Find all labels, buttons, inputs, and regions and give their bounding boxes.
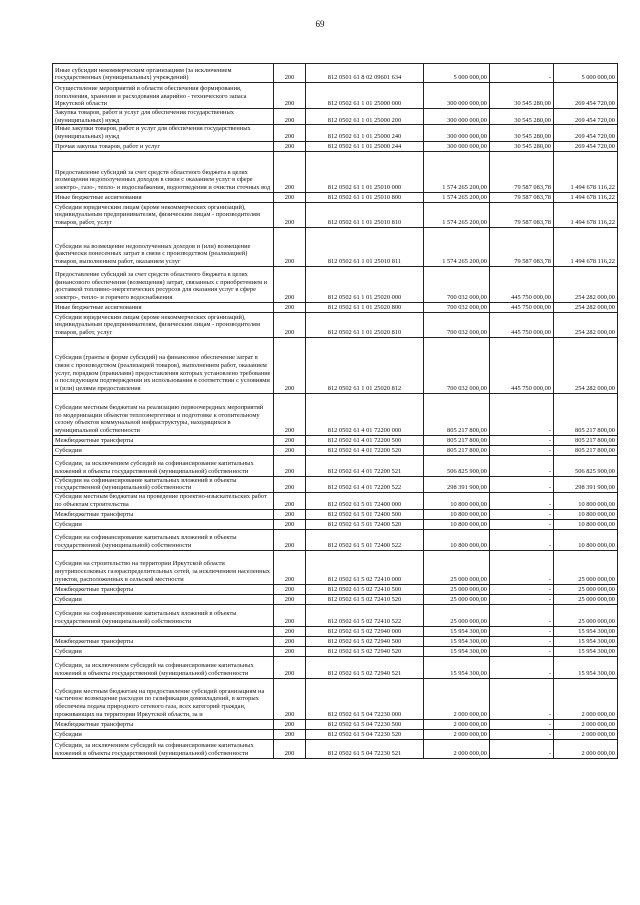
row-code: 812 0502 61 4 01 72200 000 (306, 393, 424, 435)
row-amount-b: - (490, 678, 554, 719)
row-amount-c: 805 217 800,00 (554, 435, 618, 445)
row-amount-c: 5 000 000,00 (554, 64, 618, 83)
row-code: 812 0502 61 5 01 72400 500 (306, 509, 424, 519)
row-amount-b: 30 545 280,00 (490, 125, 554, 141)
row-code: 812 0502 61 5 01 72400 000 (306, 493, 424, 509)
table-row (53, 584, 618, 594)
row-code: 812 0502 61 1 01 25020 000 (306, 266, 424, 302)
row-ved: 200 (274, 393, 306, 435)
row-name: Субсидии юридическим лицам (кроме некоммерческих организаций), индивидуальным предпринимателям, физическим лицам - производителям товаров, работ, услуг (53, 202, 274, 227)
row-amount-c: 25 000 000,00 (554, 604, 618, 626)
row-code: 812 0502 61 5 02 72410 520 (306, 594, 424, 604)
row-code: 812 0502 61 5 02 72940 500 (306, 636, 424, 646)
row-amount-c: 15 954 300,00 (554, 656, 618, 678)
row-ved: 200 (274, 604, 306, 626)
row-code: 812 0502 61 1 01 25020 812 (306, 337, 424, 393)
table-row (53, 493, 618, 509)
row-amount-b: - (490, 626, 554, 636)
row-amount-c: 10 800 000,00 (554, 509, 618, 519)
row-code: 812 0502 61 5 04 72230 521 (306, 739, 424, 758)
row-amount-b: - (490, 739, 554, 758)
row-amount-b: - (490, 604, 554, 626)
row-amount-c: 25 000 000,00 (554, 550, 618, 584)
row-amount-c: 506 825 900,00 (554, 455, 618, 476)
row-ved: 200 (274, 141, 306, 151)
row-amount-a: 15 954 300,00 (424, 626, 490, 636)
row-ved: 200 (274, 739, 306, 758)
row-ved: 200 (274, 476, 306, 492)
row-amount-c: 25 000 000,00 (554, 584, 618, 594)
table-row (53, 141, 618, 151)
row-code: 812 0501 61 8 02 09601 634 (306, 64, 424, 83)
row-name: Субсидии (53, 646, 274, 656)
row-amount-b: 30 545 280,00 (490, 141, 554, 151)
row-amount-c: 254 282 000,00 (554, 337, 618, 393)
row-amount-a: 1 574 265 200,00 (424, 151, 490, 192)
row-amount-b: - (490, 636, 554, 646)
row-amount-b: 30 545 280,00 (490, 109, 554, 125)
row-code: 812 0502 61 5 01 72400 522 (306, 529, 424, 550)
row-amount-b: - (490, 476, 554, 492)
row-amount-c: 2 000 000,00 (554, 739, 618, 758)
row-name: Субсидии, за исключением субсидий на софинансирование капитальных вложений в объекты государственной (муниципальной) собственности (53, 656, 274, 678)
table-row (53, 529, 618, 550)
row-amount-c: 2 000 000,00 (554, 678, 618, 719)
table-row (53, 393, 618, 435)
row-name: Межбюджетные трансферты (53, 719, 274, 729)
row-amount-b: - (490, 393, 554, 435)
row-amount-b: - (490, 646, 554, 656)
table-row (53, 656, 618, 678)
row-amount-a: 300 000 000,00 (424, 83, 490, 109)
row-code: 812 0502 61 5 04 72230 520 (306, 729, 424, 739)
row-ved: 200 (274, 594, 306, 604)
row-amount-b: - (490, 64, 554, 83)
row-name: Субсидии на софинансирование капитальных вложений в объекты государственной (муниципальной) собственности (53, 604, 274, 626)
row-amount-a: 10 800 000,00 (424, 529, 490, 550)
row-code: 812 0502 61 1 01 25000 240 (306, 125, 424, 141)
table-row (53, 435, 618, 445)
row-amount-b: 79 587 083,78 (490, 151, 554, 192)
row-code: 812 0502 61 1 01 25000 244 (306, 141, 424, 151)
table-row (53, 604, 618, 626)
row-amount-c: 269 454 720,00 (554, 125, 618, 141)
row-name: Субсидии, за исключением субсидий на софинансирование капитальных вложений в объекты государственной (муниципальной) собственности (53, 739, 274, 758)
row-name: Межбюджетные трансферты (53, 509, 274, 519)
row-ved: 200 (274, 636, 306, 646)
row-name: Субсидии на возмещение недополученных доходов и (или) возмещение фактически понесенных затрат в связи с производством (реализацией) товаров, выполнением работ, оказанием услуг (53, 227, 274, 266)
row-ved: 200 (274, 312, 306, 337)
row-ved: 200 (274, 227, 306, 266)
row-ved: 200 (274, 719, 306, 729)
row-ved: 200 (274, 435, 306, 445)
row-ved: 200 (274, 445, 306, 455)
row-amount-b: 445 750 000,00 (490, 337, 554, 393)
row-amount-b: - (490, 519, 554, 529)
row-name: Субсидии местным бюджетам на реализацию первоочередных мероприятий по модернизации объектов теплоэнергетики и подготовке к отопительному сезону объектов коммунальной инфраструктуры, находящихся в муниципальной собственности (53, 393, 274, 435)
row-amount-c: 2 000 000,00 (554, 729, 618, 739)
row-code: 812 0502 61 5 01 72400 520 (306, 519, 424, 529)
row-code: 812 0502 61 5 04 72230 500 (306, 719, 424, 729)
table-body (53, 64, 618, 759)
row-amount-b: - (490, 529, 554, 550)
row-amount-a: 300 000 000,00 (424, 109, 490, 125)
row-amount-c: 1 494 678 116,22 (554, 192, 618, 202)
row-ved: 200 (274, 302, 306, 312)
row-amount-c: 298 391 900,00 (554, 476, 618, 492)
row-name: Иные закупки товаров, работ и услуг для обеспечения государственных (муниципальных) нужд (53, 125, 274, 141)
table-row (53, 739, 618, 758)
row-amount-a: 2 000 000,00 (424, 719, 490, 729)
table-row (53, 509, 618, 519)
table-row (53, 109, 618, 125)
row-amount-a: 5 000 000,00 (424, 64, 490, 83)
table-row (53, 83, 618, 109)
row-code: 812 0502 61 5 02 72410 522 (306, 604, 424, 626)
row-name: Субсидии (53, 594, 274, 604)
row-amount-c: 10 800 000,00 (554, 519, 618, 529)
table-row (53, 719, 618, 729)
row-ved: 200 (274, 202, 306, 227)
row-amount-a: 2 000 000,00 (424, 729, 490, 739)
row-amount-c: 269 454 720,00 (554, 83, 618, 109)
row-amount-a: 25 000 000,00 (424, 594, 490, 604)
row-amount-a: 25 000 000,00 (424, 604, 490, 626)
table-row (53, 151, 618, 192)
row-amount-b: - (490, 435, 554, 445)
table-row (53, 455, 618, 476)
table-row (53, 64, 618, 83)
table-row (53, 445, 618, 455)
row-amount-a: 25 000 000,00 (424, 584, 490, 594)
row-amount-a: 805 217 800,00 (424, 393, 490, 435)
table-row (53, 302, 618, 312)
row-amount-a: 700 032 000,00 (424, 266, 490, 302)
row-ved: 200 (274, 109, 306, 125)
row-amount-a: 10 800 000,00 (424, 509, 490, 519)
row-amount-a: 1 574 265 200,00 (424, 202, 490, 227)
table-row (53, 202, 618, 227)
row-ved: 200 (274, 519, 306, 529)
row-code: 812 0502 61 1 01 25020 800 (306, 302, 424, 312)
row-name: Иные субсидии некоммерческим организациям (за исключением государственных (муниципальных) учреждений) (53, 64, 274, 83)
row-code: 812 0502 61 1 01 25000 200 (306, 109, 424, 125)
table-row (53, 729, 618, 739)
row-ved: 200 (274, 509, 306, 519)
row-amount-c: 15 954 300,00 (554, 646, 618, 656)
page-number: 69 (315, 19, 325, 29)
row-amount-c: 805 217 800,00 (554, 445, 618, 455)
row-amount-b: 79 587 083,78 (490, 192, 554, 202)
row-amount-a: 506 825 900,00 (424, 455, 490, 476)
row-code: 812 0502 61 1 01 25010 811 (306, 227, 424, 266)
row-code: 812 0502 61 5 02 72940 521 (306, 656, 424, 678)
row-amount-a: 805 217 800,00 (424, 445, 490, 455)
row-amount-a: 700 032 000,00 (424, 312, 490, 337)
row-amount-c: 254 282 000,00 (554, 266, 618, 302)
row-ved: 200 (274, 493, 306, 509)
row-ved: 200 (274, 83, 306, 109)
row-amount-a: 1 574 265 200,00 (424, 192, 490, 202)
row-code: 812 0502 61 4 01 72200 520 (306, 445, 424, 455)
row-name: Иные бюджетные ассигнования (53, 192, 274, 202)
row-ved: 200 (274, 337, 306, 393)
row-amount-c: 15 954 300,00 (554, 636, 618, 646)
row-name: Межбюджетные трансферты (53, 636, 274, 646)
row-ved: 200 (274, 656, 306, 678)
row-ved: 200 (274, 192, 306, 202)
table-row (53, 337, 618, 393)
row-amount-c: 805 217 800,00 (554, 393, 618, 435)
row-code: 812 0502 61 4 01 72200 521 (306, 455, 424, 476)
row-amount-c: 15 954 300,00 (554, 626, 618, 636)
table-row (53, 227, 618, 266)
row-name: Межбюджетные трансферты (53, 584, 274, 594)
row-name: Предоставление субсидий за счет средств областного бюджета в целях финансового обеспечения (возмещения) затрат, связанных с приобретением и доставкой топливно-энергетических ресурсов для оказания услуг в сфере электро-, тепло- и горячего водоснабжения (53, 266, 274, 302)
row-amount-b: - (490, 594, 554, 604)
row-amount-c: 269 454 720,00 (554, 141, 618, 151)
row-amount-a: 15 954 300,00 (424, 636, 490, 646)
table-row (53, 550, 618, 584)
row-ved: 200 (274, 584, 306, 594)
row-amount-b: 445 750 000,00 (490, 302, 554, 312)
table-row (53, 626, 618, 636)
row-amount-b: - (490, 445, 554, 455)
row-name: Субсидии (53, 729, 274, 739)
row-code: 812 0502 61 1 01 25010 800 (306, 192, 424, 202)
row-amount-b: 79 587 083,78 (490, 202, 554, 227)
row-code: 812 0502 61 1 01 25020 810 (306, 312, 424, 337)
row-name: Предоставление субсидий за счет средств областного бюджета в целях возмещения недополученных доходов в связи с оказанием услуг в сфере электро-, газо-, тепло- и водоснабжения, водоотведения и очистки сточных вод (53, 151, 274, 192)
row-code: 812 0502 61 5 02 72940 000 (306, 626, 424, 636)
row-amount-a: 300 000 000,00 (424, 141, 490, 151)
table-row (53, 678, 618, 719)
row-name: Прочая закупка товаров, работ и услуг (53, 141, 274, 151)
row-ved: 200 (274, 678, 306, 719)
row-amount-c: 1 494 678 116,22 (554, 151, 618, 192)
row-amount-a: 10 800 000,00 (424, 493, 490, 509)
table-row (53, 646, 618, 656)
row-amount-c: 254 282 000,00 (554, 312, 618, 337)
row-amount-a: 700 032 000,00 (424, 337, 490, 393)
row-amount-b: - (490, 509, 554, 519)
row-amount-c: 10 800 000,00 (554, 529, 618, 550)
row-amount-b: 79 587 083,78 (490, 227, 554, 266)
row-amount-b: - (490, 729, 554, 739)
row-amount-a: 15 954 300,00 (424, 646, 490, 656)
row-amount-a: 25 000 000,00 (424, 550, 490, 584)
table-row (53, 312, 618, 337)
row-name: Субсидии (гранты в форме субсидий) на финансовое обеспечение затрат в связи с производством (реализацией товаров), выполнением работ, оказанием услуг, порядком (правилами) предоставления которых установлено требование о последующем подтверждении их использования в соответствии с условиями и (или) целями предоставления (53, 337, 274, 393)
table-row (53, 125, 618, 141)
table-row (53, 266, 618, 302)
row-ved: 200 (274, 646, 306, 656)
row-name: Субсидии, за исключением субсидий на софинансирование капитальных вложений в объекты государственной (муниципальной) собственности (53, 455, 274, 476)
budget-table (52, 63, 618, 759)
row-ved: 200 (274, 729, 306, 739)
row-ved: 200 (274, 266, 306, 302)
row-name: Субсидии местным бюджетам на проведение проектно-изыскательских работ по объектам строительства (53, 493, 274, 509)
table-row (53, 192, 618, 202)
row-amount-a: 298 391 900,00 (424, 476, 490, 492)
row-amount-a: 2 000 000,00 (424, 739, 490, 758)
table-row (53, 594, 618, 604)
row-name: Субсидии на строительство на территории Иркутской области внутрипоселковых газораспределительных сетей, за исключением населенных пунктов, расположенных в сельской местности (53, 550, 274, 584)
row-ved: 200 (274, 529, 306, 550)
row-amount-b: - (490, 493, 554, 509)
row-amount-b: - (490, 656, 554, 678)
row-code: 812 0502 61 5 02 72410 000 (306, 550, 424, 584)
row-name: Субсидии на софинансирование капитальных вложений в объекты государственной (муниципальной) собственности (53, 529, 274, 550)
row-amount-b: - (490, 550, 554, 584)
row-amount-a: 15 954 300,00 (424, 656, 490, 678)
row-ved: 200 (274, 151, 306, 192)
row-code: 812 0502 61 1 01 25010 000 (306, 151, 424, 192)
row-ved: 200 (274, 125, 306, 141)
row-code: 812 0502 61 5 02 72940 520 (306, 646, 424, 656)
row-name: Субсидии местным бюджетам на предоставление субсидий организациям на частичное возмещение расходов по газификации домовладений, в которых обеспечена подача природного сетевого газа, всех категорий граждан, проживающих на территории Иркутской области, за и (53, 678, 274, 719)
row-amount-c: 254 282 000,00 (554, 302, 618, 312)
table-row (53, 636, 618, 646)
row-amount-b: 445 750 000,00 (490, 266, 554, 302)
row-code: 812 0502 61 4 01 72200 522 (306, 476, 424, 492)
row-amount-c: 1 494 678 116,22 (554, 227, 618, 266)
row-code: 812 0502 61 5 02 72410 500 (306, 584, 424, 594)
row-name: Субсидии (53, 519, 274, 529)
row-name: Субсидии на софинансирование капитальных вложений в объекты государственной (муниципальной) собственности (53, 476, 274, 492)
row-ved: 200 (274, 550, 306, 584)
row-amount-c: 1 494 678 116,22 (554, 202, 618, 227)
row-amount-b: - (490, 719, 554, 729)
row-amount-b: 445 750 000,00 (490, 312, 554, 337)
row-name (53, 626, 274, 636)
row-ved: 200 (274, 455, 306, 476)
table-row (53, 519, 618, 529)
row-amount-a: 700 032 000,00 (424, 302, 490, 312)
row-amount-a: 300 000 000,00 (424, 125, 490, 141)
row-ved: 200 (274, 626, 306, 636)
row-code: 812 0502 61 1 01 25000 000 (306, 83, 424, 109)
table-row (53, 476, 618, 492)
row-name: Субсидии юридическим лицам (кроме некоммерческих организаций), индивидуальным предпринимателям, физическим лицам - производителям товаров, работ, услуг (53, 312, 274, 337)
row-amount-c: 25 000 000,00 (554, 594, 618, 604)
row-name: Межбюджетные трансферты (53, 435, 274, 445)
row-amount-b: - (490, 584, 554, 594)
row-code: 812 0502 61 1 01 25010 810 (306, 202, 424, 227)
row-name: Закупка товаров, работ и услуг для обеспечения государственных (муниципальных) нужд (53, 109, 274, 125)
row-code: 812 0502 61 4 01 72200 500 (306, 435, 424, 445)
row-amount-a: 10 800 000,00 (424, 519, 490, 529)
row-code: 812 0502 61 5 04 72230 000 (306, 678, 424, 719)
row-amount-c: 2 000 000,00 (554, 719, 618, 729)
row-name: Субсидии (53, 445, 274, 455)
row-amount-b: 30 545 280,00 (490, 83, 554, 109)
row-amount-c: 269 454 720,00 (554, 109, 618, 125)
row-amount-c: 10 800 000,00 (554, 493, 618, 509)
row-amount-b: - (490, 455, 554, 476)
row-amount-a: 1 574 265 200,00 (424, 227, 490, 266)
row-ved: 200 (274, 64, 306, 83)
row-amount-a: 2 000 000,00 (424, 678, 490, 719)
row-name: Осуществление мероприятий в области обеспечения формирования, пополнения, хранения и расходования аварийно - технического запаса Иркутской области (53, 83, 274, 109)
row-amount-a: 805 217 800,00 (424, 435, 490, 445)
row-name: Иные бюджетные ассигнования (53, 302, 274, 312)
